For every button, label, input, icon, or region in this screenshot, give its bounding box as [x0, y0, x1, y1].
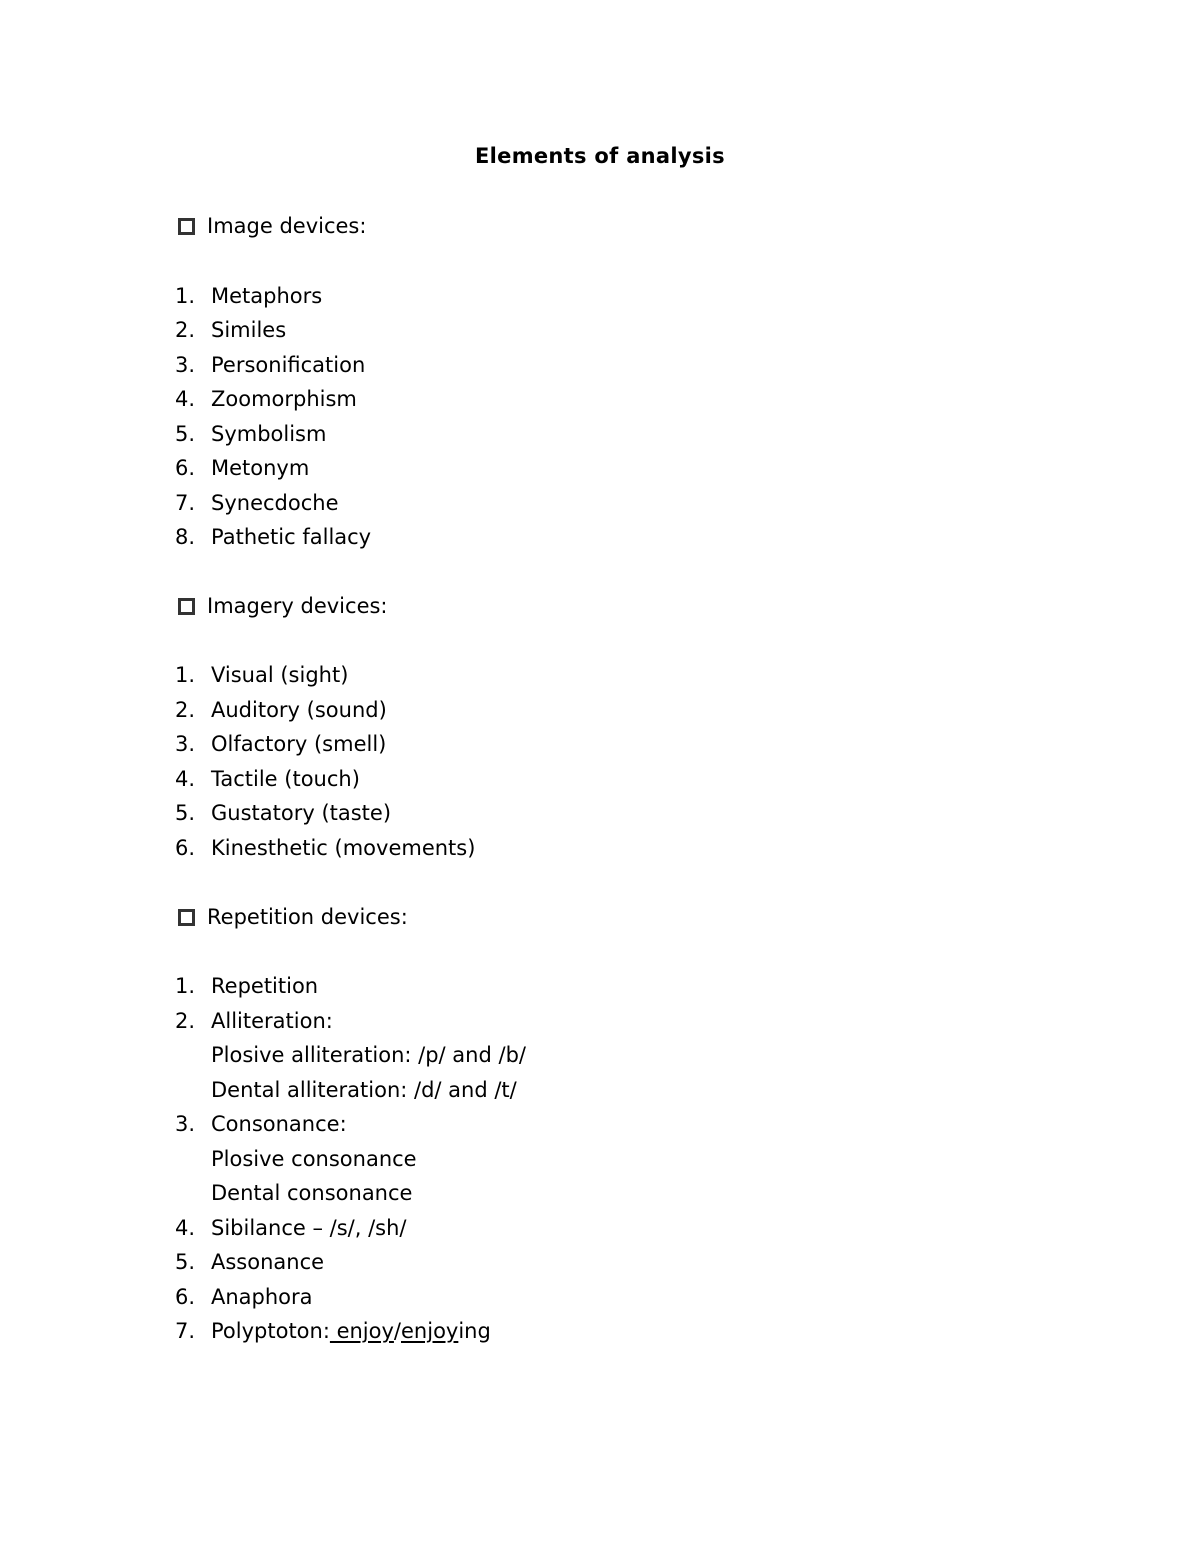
list-number: 7.: [175, 491, 196, 515]
list-text: Assonance: [211, 1250, 325, 1274]
list-text: Dental alliteration: /d/ and /t/: [211, 1078, 517, 1102]
list-number: 6.: [175, 456, 196, 480]
list-item: [175, 281, 322, 311]
list-text: Auditory (sound): [211, 698, 387, 722]
list-number: 1.: [175, 663, 196, 687]
section-heading-repetition-devices: [178, 902, 408, 932]
section-heading-label: Imagery devices:: [207, 594, 388, 618]
list-text: Dental consonance: [211, 1181, 413, 1205]
list-item: [175, 695, 387, 725]
list-text: Repetition: [211, 974, 319, 998]
list-subitem: [211, 1178, 412, 1208]
list-text: Symbolism: [211, 422, 327, 446]
list-text: Similes: [211, 318, 287, 342]
list-number: 4.: [175, 767, 196, 791]
list-number: 4.: [175, 387, 196, 411]
list-text: Visual (sight): [211, 663, 349, 687]
list-item: [175, 1006, 333, 1036]
section-heading-imagery-devices: [178, 591, 388, 621]
list-text: Zoomorphism: [211, 387, 357, 411]
list-item: [175, 798, 391, 828]
list-text: Pathetic fallacy: [211, 525, 372, 549]
list-number: 6.: [175, 1285, 196, 1309]
list-number: 5.: [175, 801, 196, 825]
list-item: [175, 660, 348, 690]
list-subitem: [211, 1040, 526, 1070]
list-text: Alliteration:: [211, 1009, 333, 1033]
list-item: [175, 729, 386, 759]
list-text-separator: /: [393, 1319, 401, 1343]
list-number: 3.: [175, 732, 196, 756]
list-item: [175, 453, 309, 483]
list-number: 6.: [175, 836, 196, 860]
list-item: [175, 350, 365, 380]
list-text: Kinesthetic (movements): [211, 836, 476, 860]
list-number: 2.: [175, 698, 196, 722]
list-item: [175, 1282, 313, 1312]
list-number: 2.: [175, 318, 196, 342]
list-text-suffix: ing: [458, 1319, 491, 1343]
list-text: Plosive alliteration: /p/ and /b/: [211, 1043, 526, 1067]
list-text: Personification: [211, 353, 366, 377]
list-number: 1.: [175, 284, 196, 308]
list-text: Gustatory (taste): [211, 801, 392, 825]
list-text: Sibilance – /s/, /sh/: [211, 1216, 407, 1240]
list-item: [175, 419, 326, 449]
list-item: [175, 833, 475, 863]
list-text: Plosive consonance: [211, 1147, 417, 1171]
list-item: [175, 1247, 324, 1277]
checkbox-icon[interactable]: [178, 218, 195, 235]
list-item: [175, 522, 371, 552]
page-title: Elements of analysis: [475, 144, 725, 168]
list-text: Metaphors: [211, 284, 323, 308]
list-subitem: [211, 1144, 417, 1174]
list-number: 5.: [175, 422, 196, 446]
list-item: [175, 1213, 407, 1243]
list-subitem: [211, 1075, 517, 1105]
list-number: 8.: [175, 525, 196, 549]
list-text: Consonance:: [211, 1112, 347, 1136]
list-number: 1.: [175, 974, 196, 998]
section-heading-label: Repetition devices:: [207, 905, 408, 929]
list-text: Metonym: [211, 456, 310, 480]
checkbox-icon[interactable]: [178, 909, 195, 926]
list-number: 5.: [175, 1250, 196, 1274]
list-text: Tactile (touch): [211, 767, 360, 791]
checkbox-icon[interactable]: [178, 598, 195, 615]
list-number: 3.: [175, 353, 196, 377]
list-text-underlined: enjoy: [401, 1319, 459, 1343]
list-number: 2.: [175, 1009, 196, 1033]
list-text-underlined: enjoy: [329, 1319, 394, 1343]
list-item: [175, 971, 318, 1001]
list-item: [175, 764, 360, 794]
list-item: [175, 1109, 347, 1139]
list-number: 7.: [175, 1319, 196, 1343]
list-item: [175, 384, 357, 414]
list-item: [175, 1316, 491, 1346]
list-text: Anaphora: [211, 1285, 313, 1309]
list-text-label: Polyptoton:: [211, 1319, 330, 1343]
section-heading-image-devices: [178, 211, 366, 241]
list-text: Olfactory (smell): [211, 732, 387, 756]
list-text: Synecdoche: [211, 491, 339, 515]
list-item: [175, 315, 286, 345]
list-number: 3.: [175, 1112, 196, 1136]
section-heading-label: Image devices:: [207, 214, 367, 238]
list-number: 4.: [175, 1216, 196, 1240]
list-item: [175, 488, 339, 518]
